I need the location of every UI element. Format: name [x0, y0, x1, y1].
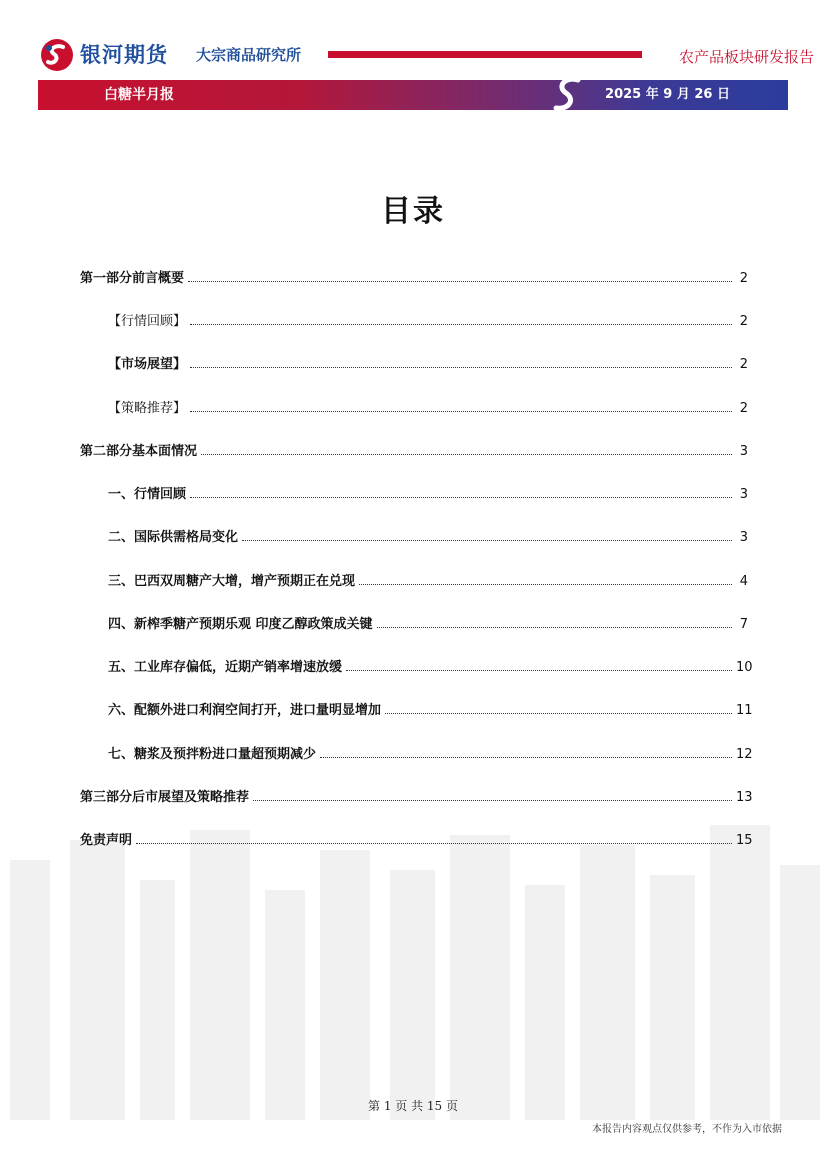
galaxy-logo-icon — [40, 38, 74, 72]
toc-entry[interactable] — [80, 392, 748, 416]
report-type: 农产品板块研发报告 — [678, 48, 814, 66]
toc-entry-page: 2 — [739, 271, 748, 286]
toc-entry-page: 7 — [739, 617, 748, 632]
toc-entry-page: 10 — [736, 660, 753, 675]
toc-entry-label: 七、糖浆及预拌粉进口量超预期减少 — [108, 747, 317, 762]
toc-entry[interactable] — [80, 694, 753, 718]
toc-entry-page: 4 — [739, 574, 748, 589]
toc-entry[interactable] — [80, 781, 753, 805]
toc-entry[interactable] — [80, 262, 748, 286]
toc-entry-page: 13 — [736, 790, 753, 805]
toc-entry-label: 第一部分前言概要 — [80, 271, 185, 286]
toc-entry[interactable] — [80, 824, 753, 848]
toc-entry-page: 2 — [739, 314, 748, 329]
company-name: 银河期货 — [80, 43, 168, 67]
toc-entry-page: 3 — [739, 530, 748, 545]
toc-entry-label: 三、巴西双周糖产大增，增产预期正在兑现 — [108, 574, 356, 589]
page-indicator: 第 1 页 共 15 页 — [368, 1099, 458, 1113]
toc-entry-page: 12 — [736, 747, 753, 762]
toc-entry[interactable] — [80, 348, 748, 372]
toc-entry-label: 【策略推荐】 — [108, 401, 187, 416]
toc-entry-page: 2 — [739, 401, 748, 416]
toc-entry-page: 11 — [736, 703, 753, 718]
toc-entry[interactable] — [80, 608, 748, 632]
toc-entry-page: 3 — [739, 444, 748, 459]
toc-entry-label: 【行情回顾】 — [108, 314, 187, 329]
toc-entry-label: 一、行情回顾 — [108, 487, 187, 502]
toc-entry-page: 15 — [736, 833, 753, 848]
swoosh-icon — [548, 74, 588, 114]
toc-title: 目录 — [381, 194, 445, 229]
institute-name: 大宗商品研究所 — [196, 46, 302, 64]
toc-entry[interactable] — [80, 478, 748, 502]
toc-entry-label: 五、工业库存偏低，近期产销率增速放缓 — [108, 660, 343, 675]
banner-title: 白糖半月报 — [104, 87, 174, 103]
toc-entry[interactable] — [80, 521, 748, 545]
toc-entry-label: 二、国际供需格局变化 — [108, 530, 239, 545]
header-rule — [328, 51, 642, 58]
toc-entry-label: 第三部分后市展望及策略推荐 — [80, 790, 250, 805]
toc-entry-page: 3 — [739, 487, 748, 502]
disclaimer-text: 本报告内容观点仅供参考，不作为入市依据 — [592, 1124, 782, 1135]
toc-entry[interactable] — [80, 435, 748, 459]
toc-entry[interactable] — [80, 565, 748, 589]
report-date: 2025 年 9 月 26 日 — [605, 87, 730, 102]
toc-entry[interactable] — [80, 738, 753, 762]
toc-entry-label: 四、新榨季糖产预期乐观 印度乙醇政策成关键 — [108, 617, 373, 632]
toc-entry-label: 免责声明 — [80, 833, 133, 848]
toc-entry[interactable] — [80, 651, 753, 675]
toc-entry-label: 六、配额外进口利润空间打开，进口量明显增加 — [108, 703, 382, 718]
skyline-watermark — [0, 820, 826, 1120]
toc-entry[interactable] — [80, 305, 748, 329]
toc-entry-page: 2 — [739, 357, 748, 372]
toc-entry-label: 【市场展望】 — [108, 357, 187, 372]
toc-entry-label: 第二部分基本面情况 — [80, 444, 198, 459]
header-banner — [38, 80, 788, 110]
